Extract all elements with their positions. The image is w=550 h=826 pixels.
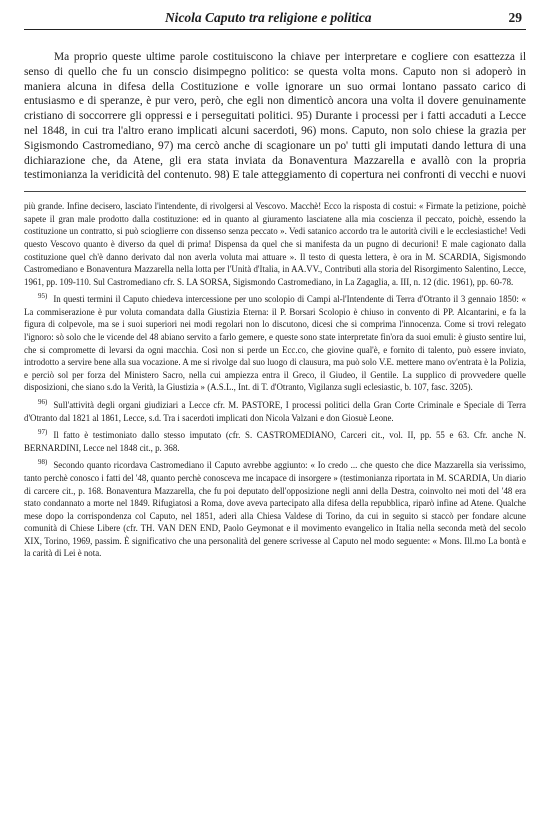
- running-title: Nicola Caputo tra religione e politica: [164, 10, 372, 25]
- footnote-98: [24, 456, 526, 560]
- footnote-text: Il fatto è testimoniato dallo stesso imputato (cfr. S. CASTROMEDIANO, Carceri cit., vol. II, pp. 55 e 63. Cfr. anche N. BERNARDINI, Lecce nel 1848 cit., p. 368.: [24, 430, 526, 453]
- footnote-96: [24, 396, 526, 424]
- page-number: 29: [508, 10, 522, 25]
- footnote-95: [24, 290, 526, 394]
- footnote-continuation: [24, 200, 526, 288]
- footnote-text: più grande. Infine decisero, lasciato l'intendente, di rivolgersi al Vescovo. Macchè! Ecco la risposta di costui: « Firmate la petizione, poichè sapete il gran male prodotto dalla costituzione: ed in quanto al giuramento lasciatene alla mia coscienza il peccato, poichè, essendo la costituzione un contratto, si può scioglierre con dissenso senza peccato ». Vedi satanico accordo tra le autorità civili e le ecclesiastiche! Vedi questo Vescovo quanto è diverso da quel di prima! Dispensa da quel che si manifesta da un pugno di decurioni! E male cagionato dalla costituzione quel ch'è danno derivato dal non averla voluta mai attuare ». Il testo di questa lettera, è ora in M. SCARDIA, Sigismondo Castromediano e Bonaventura Mazzarella nella lotta per l'Unità d'Italia, in AA.VV., Contributi alla storia del Risorgimento Salentino, Lecce, 1961, pp. 109-110. Sul Castromediano cfr. S. LA SORSA, Sigismondo Castromediano, in La Zagaglia, a. III, n. 12 (dic. 1961), pp. 60-78.: [24, 201, 526, 287]
- footnote-number: 97): [38, 428, 48, 437]
- running-header: [24, 10, 526, 30]
- footnotes: [24, 200, 526, 560]
- footnote-text: Sull'attività degli organi giudiziari a Lecce cfr. M. PASTORE, I processi politici della Gran Corte Criminale e Speciale di Terra d'Otranto dal 1821 al 1861, Lecce, s.d. Tra i sacerdoti implicati don Nicola Valzani e don Giosuè Leone.: [24, 400, 526, 423]
- footnote-number: 96): [38, 398, 48, 407]
- footnote-text: In questi termini il Caputo chiedeva intercessione per uno scolopio di Campi al-l'Intendente di Terra d'Otranto il 3 gennaio 1850: « La commiserazione è pur voluta comandata dalla Giustizia Eterna: il P. Borsari Scolopio è chiuso in convento di PP. Alcantarini, e fa la figura di colpevole, ma se i suoi superiori nei modi regolari non lo discutono, dicesi che si comprima l'innocenza. Come si trovi relegato l'ignoro: sò solo che le vicende del 48 abiano servito a farlo gemere, e queste sono state interpretate fin'ora da suoi emuli: è giusto sentire lui, che si compromette di levarsi da ogni macchia. Così non si perde un Ecc.co, che giovine qual'è, e fornito di talento, può essere inviato, introdotto a servire bene alla sua vocazione. A me si rivolge dal suo luogo di clausura, ma può solo V.E. mettere mano ov'entrata è la Polizia, e perciò sol per forza del Ministero Sacro, nella cui ampiezza entra il Greco, il Giudeo, il Gentile. La supplico di provvedere quelle disposizioni, che siano s.do la Verità, la Giustizia » (A.S.L., Int. di T. d'Otranto, Vigilanza sugli eclesiastic, b. 107, fasc. 3205).: [24, 294, 526, 393]
- footnote-divider: [24, 191, 526, 192]
- footnote-number: 98): [38, 458, 48, 467]
- footnote-97: [24, 426, 526, 454]
- footnote-number: 95): [38, 292, 48, 301]
- footnote-text: Secondo quanto ricordava Castromediano il Caputo avrebbe aggiunto: « Io credo ... che questo che dice Mazzarella sia verissimo, tanto perchè conosco i fatti del '48, quanto perchè conosceva me incapace di insorgere » (testimonianza riportata in M. SCARDIA, Un diario di carcere cit., p. 168. Bonaventura Mazzarella, che fu poi deputato dell'opposizione negli anni della Destra, coinvolto nei moti del '48 era stato condannato a morte nel 1849. Rifugiatosi a Roma, dove aveva partecipato alla difesa della repubblica, riparò infine ad Atene. Qualche mese dopo la corrispondenza col Caputo, nel 1851, aderì alla Chiesa Valdese di Torino, da cui in seguito si staccò per fondare alcune comunità di Chiese Libere (cfr. TH. VAN DEN END, Paolo Geymonat e il movimento evangelico in Italia nella seconda metà del secolo XIX, Torino, 1969, passim. È significativo che una personalità del genere scrivesse al Caputo nel modo seguente: « Mons. Ill.mo La bontà e la carità di Lei è nota.: [24, 460, 526, 559]
- body-paragraph: Ma proprio queste ultime parole costituiscono la chiave per interpretare e cogliere con esattezza il senso di quello che fu un conscio disimpegno politico: se questa volta mons. Caputo non si adoperò in maniera alcuna in difesa della Costituzione e volle ignorare un suo ormai lontano passato carico di entusiasmo e di speranze, è pur vero, però, che egli non dimenticò ancora una volta il dovere genuinamente cristiano di soccorrere gli oppressi e i perseguitati politici. 95) Durante i processi per i fatti accaduti a Lecce nel 1848, in cui tra l'altro erano implicati alcuni sacerdoti, 96) mons. Caputo, non solo chiese la grazia per Sigismondo Castromediano, 97) ma cercò anche di scagionare un po' tutti gli imputati dando lettura di una dichiarazione che, da Atene, gli era stata inviata da Bonaventura Mazzarella e avallò con la propria testimonianza la veridicità del contenuto. 98) E tale atteggiamento di copertura nei confronti di vecchi e nuovi: [24, 51, 526, 182]
